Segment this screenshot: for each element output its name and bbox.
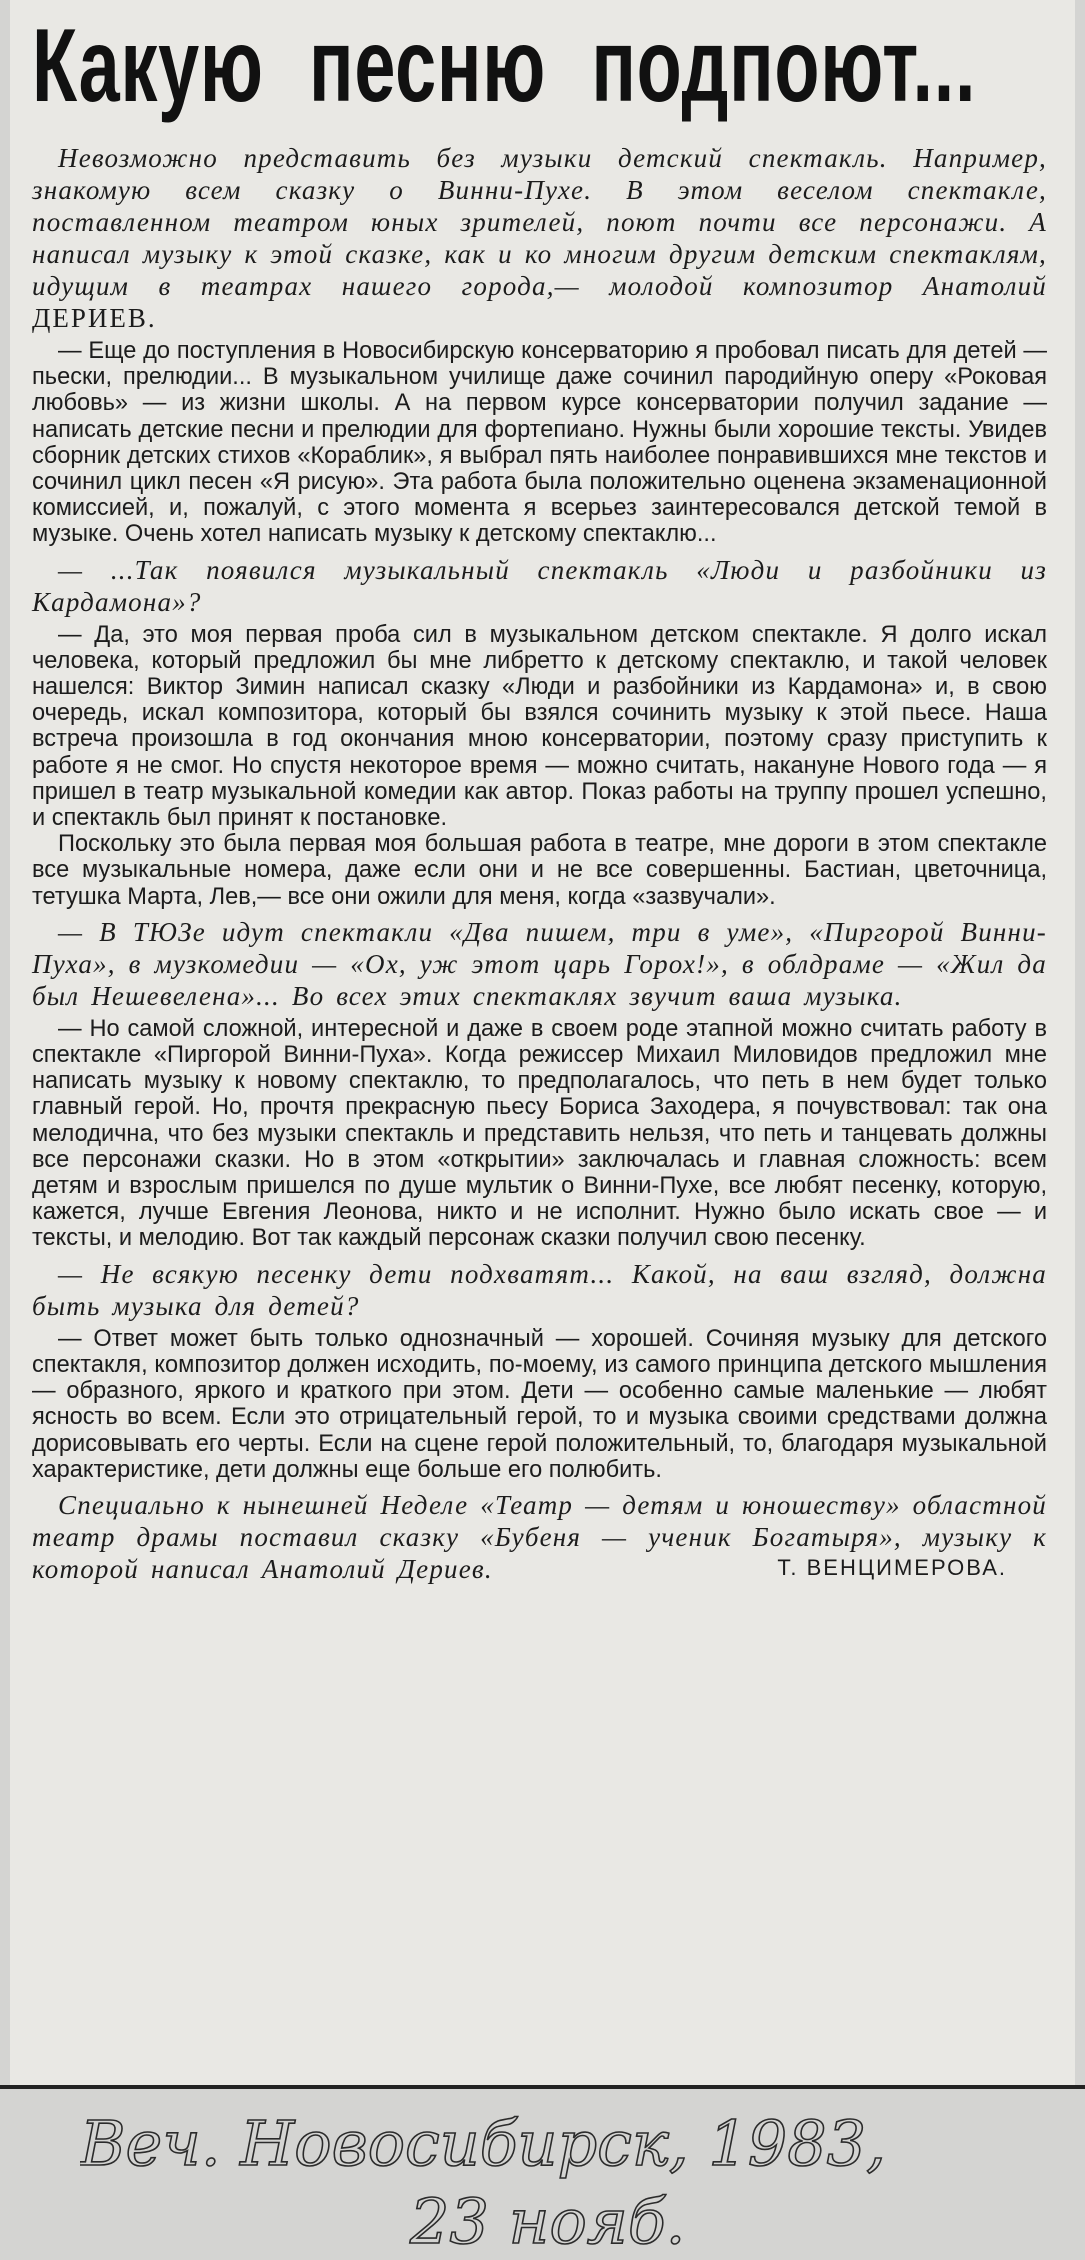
article-body [32, 142, 1047, 1584]
answer-paragraph-2: — Да, это моя первая проба сил в музыкальном детском спектакле. Я долго искал человека, который предложил бы мне либретто к детскому спектаклю, и такой человек нашелся: Виктор Зимин написал сказку «Люди и разбойники из Кардамона» и, в свою очередь, искал композитора, который бы взялся сочинить музыку к этой пьесе. Наша встреча произошла в год окончания мною консерватории, поэтому сразу приступить к работе я не смог. Но спустя некоторое время — можно считать, накануне Нового года — я пришел в театр музыкальной комедии как автор. Показ работы на труппу прошел успешно, и спектакль был принят к постановке. [32, 621, 1047, 832]
closing-paragraph: Специально к нынешней Неделе «Театр — детям и юношеству» областной театр драмы поставил сказку «Бубеня — ученик Богатыря», музыку к которой написал Анатолий Дериев. [32, 1489, 1047, 1584]
answer-paragraph-3: — Но самой сложной, интересной и даже в своем роде этапной можно считать работу в спектакле «Пиргорой Винни-Пуха». Когда режиссер Михаил Миловидов предложил мне написать музыку к новому спектаклю, то предполагалось, что петь в нем будет только главный герой. Но, прочтя прекрасную пьесу Бориса Заходера, я почувствовал: так она мелодична, что без музыки спектакль и представить нельзя, что петь и танцевать должны все персонажи сказки. Но в этом «открытии» заключалась и главная сложность: всем детям и взрослым пришелся по душе мультик о Винни-Пухе, все любят песенку, которую, кажется, лучше Евгения Леонова, никто и не исполнит. Нужно было искать свое — и тексты, и мелодию. Вот так каждый персонаж сказки получил свою песенку. [32, 1015, 1047, 1252]
intro-text: Невозможно представить без музыки детский спектакль. Например, знакомую всем сказку о Винни-Пухе. В этом веселом спектакле, поставленном театром юных зрителей, поют почти все персонажи. А написал музыку к этой сказке, как и ко многим другим детским спектаклям, идущим в театрах нашего города,— молодой композитор Анатолий [32, 143, 1047, 301]
answer-paragraph-2b: Поскольку это была первая моя большая работа в театре, мне дороги в этом спектакле все музыкальные номера, даже если они и не все совершенны. Бастиан, цветочница, тетушка Марта, Лев,— все они ожили для меня, когда «зазвучали». [32, 831, 1047, 910]
answer-paragraph-4: — Ответ может быть только однозначный — хорошей. Сочиняя музыку для детского спектакля, композитор должен исходить, по-моему, из самого принципа детского мышления — образного, яркого и краткого при этом. Дети — особенно самые маленькие — любят ясность во всем. Если это отрицательный герой, то и музыка своими средствами должна дорисовывать его черты. Если на сцене герой положительный, то, благодаря музыкальной характеристике, дети должны еще больше его полюбить. [32, 1325, 1047, 1483]
headline: Какую песню подпоют... [32, 8, 977, 124]
handwritten-line-1: Веч. Новосибирск, 1983, [80, 2107, 886, 2180]
question-paragraph-3: — Не всякую песенку дети подхватят... Какой, на ваш взгляд, должна быть музыка для детей? [32, 1258, 1047, 1321]
question-paragraph-2: — В ТЮЗе идут спектакли «Два пишем, три в уме», «Пиргорой Винни-Пуха», в музкомедии — «Ох, уж этот царь Горох!», в облдраме — «Жил да был Нешевелена»... Во всех этих спектаклях звучит ваша музыка. [32, 916, 1047, 1011]
handwritten-note-drawing [80, 2105, 980, 2255]
handwritten-source-note [80, 2105, 980, 2255]
handwritten-line-2: 23 нояб. [410, 2185, 686, 2255]
composer-name: ДЕРИЕВ. [32, 303, 157, 333]
question-paragraph-1: — ...Так появился музыкальный спектакль «Люди и разбойники из Кардамона»? [32, 554, 1047, 617]
intro-paragraph [32, 142, 1047, 334]
author-signature: Т. ВЕНЦИМЕРОВА. [777, 1554, 1007, 1580]
newspaper-clipping [10, 0, 1075, 2085]
answer-paragraph-1: — Еще до поступления в Новосибирскую консерваторию я пробовал писать для детей — пьески, прелюдии... В музыкальном училище даже сочинил пародийную оперу «Роковая любовь» — из жизни школы. А на первом курсе консерватории получил задание — написать детские песни и прелюдии для фортепиано. Нужны были хорошие тексты. Увидев сборник детских стихов «Кораблик», я выбрал пять наиболее понравившихся мне текстов и сочинил цикл песен «Я рисую». Эта работа была положительно оценена экзаменационной комиссией, и, пожалуй, с этого момента я всерьез заинтересовался детской темой в музыке. Очень хотел написать музыку к детскому спектаклю... [32, 338, 1047, 548]
clipping-bottom-edge [0, 2085, 1085, 2089]
